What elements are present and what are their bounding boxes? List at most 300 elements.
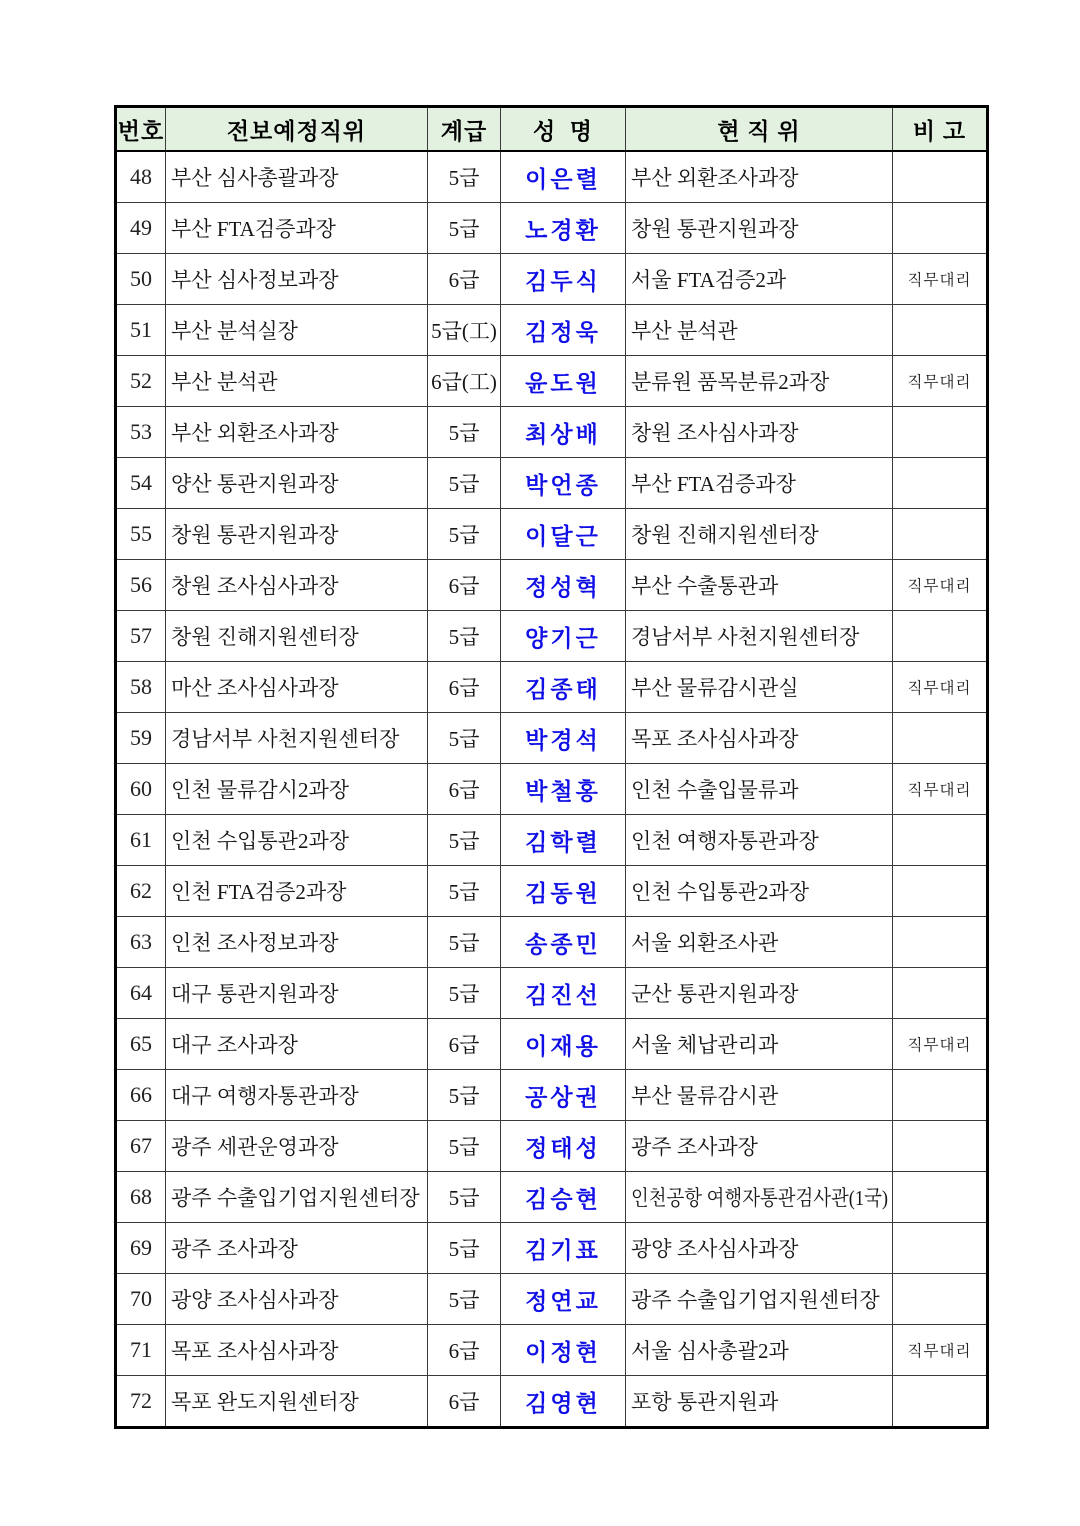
planned-position-cell [166,866,428,917]
table-row [116,1121,988,1172]
planned-position: 인천 조사정보과장 [171,931,339,955]
person-name: 김동원 [525,880,601,906]
rank: 6급 [448,1033,480,1057]
planned-position: 부산 분석관 [171,370,278,394]
person-name: 공상권 [525,1084,601,1110]
note-cell [893,509,988,560]
table-row [116,407,988,458]
planned-position: 부산 심사총괄과장 [171,166,339,190]
rank: 5급 [448,1288,480,1312]
row-number: 50 [130,266,152,291]
table-row [116,305,988,356]
table-row [116,968,988,1019]
planned-position: 목포 완도지원센터장 [171,1390,359,1414]
rank: 6급 [448,778,480,802]
person-name: 박경석 [525,727,601,753]
table-row [116,1070,988,1121]
note-cell [893,764,988,815]
planned-position: 인천 물류감시2과장 [171,778,350,802]
planned-position: 부산 심사정보과장 [171,268,339,292]
planned-position: 인천 수입통관2과장 [171,829,350,853]
planned-position-cell [166,1121,428,1172]
planned-position-cell [166,151,428,203]
note: 직무대리 [907,1037,972,1054]
table-row [116,151,988,203]
current-position-cell [626,815,893,866]
person-name: 정태성 [525,1135,601,1161]
person-name: 김승현 [525,1186,601,1212]
planned-position-cell [166,611,428,662]
row-number: 67 [130,1133,152,1158]
rank-cell [428,713,501,764]
rank-cell [428,509,501,560]
planned-position-cell [166,764,428,815]
row-number: 66 [130,1082,152,1107]
table-row [116,764,988,815]
row-number: 55 [130,521,152,546]
row-number: 62 [130,878,152,903]
current-position: 부산 수출통관과 [631,574,779,598]
row-number: 63 [130,929,152,954]
current-position-cell [626,407,893,458]
note: 직무대리 [907,782,972,799]
person-name-cell [501,611,626,662]
rank: 5급 [448,982,480,1006]
row-number: 60 [130,776,152,801]
row-number-cell [116,356,166,407]
current-position: 광주 조사과장 [631,1135,758,1159]
planned-position-cell [166,356,428,407]
current-position-cell [626,662,893,713]
table-row [116,458,988,509]
note-cell [893,203,988,254]
planned-position-cell [166,1274,428,1325]
column-header-current-position [626,107,893,152]
row-number: 48 [130,164,152,189]
row-number-cell [116,1325,166,1376]
table-row [116,1172,988,1223]
person-name: 김종태 [525,676,601,702]
note-cell [893,407,988,458]
planned-position: 부산 외환조사과장 [171,421,339,445]
row-number-cell [116,611,166,662]
rank-cell [428,254,501,305]
planned-position-cell [166,560,428,611]
rank-cell [428,458,501,509]
table-row [116,1019,988,1070]
note-cell [893,356,988,407]
current-position-cell [626,305,893,356]
row-number-cell [116,1376,166,1428]
rank-cell [428,203,501,254]
row-number-cell [116,1121,166,1172]
table-row [116,1376,988,1428]
table-row [116,815,988,866]
column-header-note [893,107,988,152]
rank: 5급 [448,931,480,955]
current-position: 포항 통관지원과 [631,1390,779,1414]
current-position: 부산 FTA검증과장 [631,472,796,496]
note: 직무대리 [907,578,972,595]
person-name-cell [501,1325,626,1376]
person-name-cell [501,866,626,917]
current-position: 인천공항 여행자통관검사관(1국) [631,1186,888,1210]
table-row [116,203,988,254]
table-row [116,254,988,305]
rank: 5급 [448,625,480,649]
person-name: 이은렬 [525,166,601,192]
rank-cell [428,764,501,815]
row-number-cell [116,458,166,509]
planned-position: 창원 조사심사과장 [171,574,339,598]
row-number: 51 [130,317,152,342]
note-cell [893,1325,988,1376]
table-row [116,917,988,968]
planned-position: 창원 진해지원센터장 [171,625,359,649]
current-position-cell [626,866,893,917]
current-position-cell [626,1274,893,1325]
person-name-cell [501,151,626,203]
person-name-cell [501,407,626,458]
planned-position-cell [166,968,428,1019]
planned-position: 광주 세관운영과장 [171,1135,339,1159]
row-number-cell [116,203,166,254]
planned-position-cell [166,1070,428,1121]
row-number-cell [116,764,166,815]
person-name-cell [501,560,626,611]
table-row [116,1325,988,1376]
planned-position-cell [166,509,428,560]
person-name-cell [501,203,626,254]
person-name-cell [501,1172,626,1223]
planned-position: 광주 조사과장 [171,1237,298,1261]
rank-cell [428,1172,501,1223]
planned-position-cell [166,815,428,866]
row-number: 52 [130,368,152,393]
table-row [116,1223,988,1274]
note-cell [893,151,988,203]
planned-position-cell [166,305,428,356]
planned-position: 경남서부 사천지원센터장 [171,727,400,751]
note-cell [893,458,988,509]
table-row [116,560,988,611]
table-row [116,509,988,560]
current-position: 부산 분석관 [631,319,738,343]
note-cell [893,1172,988,1223]
rank: 5급 [448,421,480,445]
rank-cell [428,356,501,407]
note-cell [893,1376,988,1428]
rank-cell [428,866,501,917]
person-name: 김기표 [525,1237,601,1263]
person-name: 김진선 [525,982,601,1008]
person-name-cell [501,764,626,815]
note-cell [893,1070,988,1121]
rank-cell [428,1376,501,1428]
table-row [116,713,988,764]
planned-position: 창원 통관지원과장 [171,523,339,547]
note-cell [893,611,988,662]
rank-cell [428,1121,501,1172]
person-name: 정연교 [525,1288,601,1314]
rank: 6급 [448,676,480,700]
person-name-cell [501,305,626,356]
row-number-cell [116,662,166,713]
rank: 5급 [448,1186,480,1210]
current-position-cell [626,1121,893,1172]
current-position: 서울 체납관리과 [631,1033,779,1057]
planned-position: 부산 FTA검증과장 [171,217,336,241]
row-number-cell [116,815,166,866]
note-cell [893,560,988,611]
current-position: 부산 외환조사과장 [631,166,799,190]
row-number-cell [116,509,166,560]
current-position-cell [626,254,893,305]
planned-position: 부산 분석실장 [171,319,298,343]
person-name-cell [501,356,626,407]
column-header-number-label: 번호 [117,118,165,144]
note: 직무대리 [907,1343,972,1360]
row-number-cell [116,1070,166,1121]
person-name: 박언종 [525,472,601,498]
current-position: 경남서부 사천지원센터장 [631,625,860,649]
planned-position: 대구 여행자통관과장 [171,1084,359,1108]
current-position: 부산 물류감시관실 [631,676,799,700]
rank: 5급 [448,880,480,904]
rank-cell [428,1070,501,1121]
row-number: 71 [130,1337,152,1362]
current-position-cell [626,203,893,254]
current-position-cell [626,1172,893,1223]
person-name-cell [501,1376,626,1428]
rank: 5급 [448,1084,480,1108]
row-number-cell [116,1223,166,1274]
row-number-cell [116,917,166,968]
rank-cell [428,305,501,356]
current-position: 서울 심사총괄2과 [631,1339,789,1363]
planned-position: 목포 조사심사과장 [171,1339,339,1363]
rank-cell [428,1019,501,1070]
person-name: 양기근 [525,625,601,651]
note-cell [893,305,988,356]
row-number-cell [116,151,166,203]
table-row [116,662,988,713]
column-header-note-label: 비 고 [912,118,967,144]
planned-position: 광주 수출입기업지원센터장 [171,1186,420,1210]
current-position: 창원 통관지원과장 [631,217,799,241]
row-number-cell [116,560,166,611]
row-number: 56 [130,572,152,597]
note: 직무대리 [907,680,972,697]
column-header-rank-label: 계급 [440,118,488,144]
current-position-cell [626,611,893,662]
person-name-cell [501,1121,626,1172]
row-number: 58 [130,674,152,699]
planned-position-cell [166,407,428,458]
planned-position: 대구 조사과장 [171,1033,298,1057]
planned-position: 인천 FTA검증2과장 [171,880,347,904]
planned-position: 양산 통관지원과장 [171,472,339,496]
column-header-name-label: 성 명 [533,118,593,144]
table-row [116,356,988,407]
current-position-cell [626,509,893,560]
person-name: 이정현 [525,1339,601,1365]
row-number: 65 [130,1031,152,1056]
planned-position-cell [166,917,428,968]
person-name-cell [501,1019,626,1070]
table-row [116,866,988,917]
person-name-cell [501,662,626,713]
person-name: 이달근 [525,523,601,549]
column-header-number [116,107,166,152]
column-header-name [501,107,626,152]
current-position: 서울 외환조사관 [631,931,779,955]
person-name-cell [501,917,626,968]
person-name: 이재용 [525,1033,601,1059]
planned-position-cell [166,1172,428,1223]
current-position: 광양 조사심사과장 [631,1237,799,1261]
table-row [116,611,988,662]
person-name: 노경환 [525,217,601,243]
note-cell [893,662,988,713]
rank: 5급(工) [431,319,497,343]
current-position-cell [626,1325,893,1376]
rank-cell [428,560,501,611]
rank: 5급 [448,727,480,751]
rank: 6급(工) [431,370,497,394]
rank: 6급 [448,1390,480,1414]
rank: 6급 [448,268,480,292]
row-number: 57 [130,623,152,648]
planned-position-cell [166,662,428,713]
planned-position-cell [166,1019,428,1070]
note-cell [893,1121,988,1172]
current-position-cell [626,1223,893,1274]
column-header-rank [428,107,501,152]
rank-cell [428,1223,501,1274]
row-number-cell [116,1274,166,1325]
rank-cell [428,917,501,968]
person-name-cell [501,1274,626,1325]
rank-cell [428,1274,501,1325]
table-row [116,1274,988,1325]
current-position: 부산 물류감시관 [631,1084,779,1108]
current-position: 목포 조사심사과장 [631,727,799,751]
rank-cell [428,611,501,662]
current-position-cell [626,1019,893,1070]
person-name: 송종민 [525,931,601,957]
planned-position-cell [166,1325,428,1376]
current-position-cell [626,1070,893,1121]
planned-position-cell [166,1376,428,1428]
current-position: 군산 통관지원과장 [631,982,799,1006]
current-position: 창원 진해지원센터장 [631,523,819,547]
row-number: 49 [130,215,152,240]
rank: 5급 [448,1237,480,1261]
current-position-cell [626,713,893,764]
row-number-cell [116,968,166,1019]
planned-position-cell [166,713,428,764]
planned-position: 광양 조사심사과장 [171,1288,339,1312]
row-number-cell [116,305,166,356]
row-number: 68 [130,1184,152,1209]
person-name: 박철홍 [525,778,601,804]
current-position: 인천 수입통관2과장 [631,880,810,904]
row-number: 69 [130,1235,152,1260]
note: 직무대리 [907,272,972,289]
note-cell [893,1223,988,1274]
row-number: 53 [130,419,152,444]
row-number-cell [116,1172,166,1223]
rank: 6급 [448,1339,480,1363]
current-position-cell [626,1376,893,1428]
row-number: 64 [130,980,152,1005]
person-name: 김학렬 [525,829,601,855]
person-name: 정성혁 [525,574,601,600]
row-number-cell [116,713,166,764]
rank: 5급 [448,1135,480,1159]
current-position: 서울 FTA검증2과 [631,268,787,292]
note-cell [893,968,988,1019]
column-header-planned-position-label: 전보예정직위 [226,118,367,144]
current-position: 광주 수출입기업지원센터장 [631,1288,880,1312]
planned-position: 대구 통관지원과장 [171,982,339,1006]
planned-position-cell [166,203,428,254]
current-position-cell [626,458,893,509]
rank: 5급 [448,217,480,241]
note-cell [893,1019,988,1070]
note-cell [893,815,988,866]
table-header-row [116,107,988,152]
person-name: 김정욱 [525,319,601,345]
note: 직무대리 [907,374,972,391]
rank-cell [428,407,501,458]
row-number-cell [116,866,166,917]
note-cell [893,254,988,305]
rank-cell [428,1325,501,1376]
rank: 5급 [448,166,480,190]
current-position-cell [626,764,893,815]
person-name-cell [501,968,626,1019]
planned-position-cell [166,458,428,509]
row-number: 70 [130,1286,152,1311]
row-number: 61 [130,827,152,852]
current-position: 인천 수출입물류과 [631,778,799,802]
column-header-current-position-label: 현 직 위 [717,118,801,144]
row-number: 72 [130,1388,152,1413]
person-name-cell [501,1070,626,1121]
person-name: 최상배 [525,421,601,447]
row-number: 59 [130,725,152,750]
row-number-cell [116,1019,166,1070]
current-position: 창원 조사심사과장 [631,421,799,445]
person-name: 윤도원 [525,370,601,396]
rank: 5급 [448,523,480,547]
row-number-cell [116,407,166,458]
person-name-cell [501,254,626,305]
person-name-cell [501,713,626,764]
person-name-cell [501,509,626,560]
column-header-planned-position [166,107,428,152]
person-name-cell [501,458,626,509]
rank-cell [428,968,501,1019]
current-position-cell [626,151,893,203]
person-name: 김영현 [525,1390,601,1416]
planned-position-cell [166,1223,428,1274]
personnel-transfer-table [114,105,989,1429]
current-position-cell [626,917,893,968]
planned-position: 마산 조사심사과장 [171,676,339,700]
